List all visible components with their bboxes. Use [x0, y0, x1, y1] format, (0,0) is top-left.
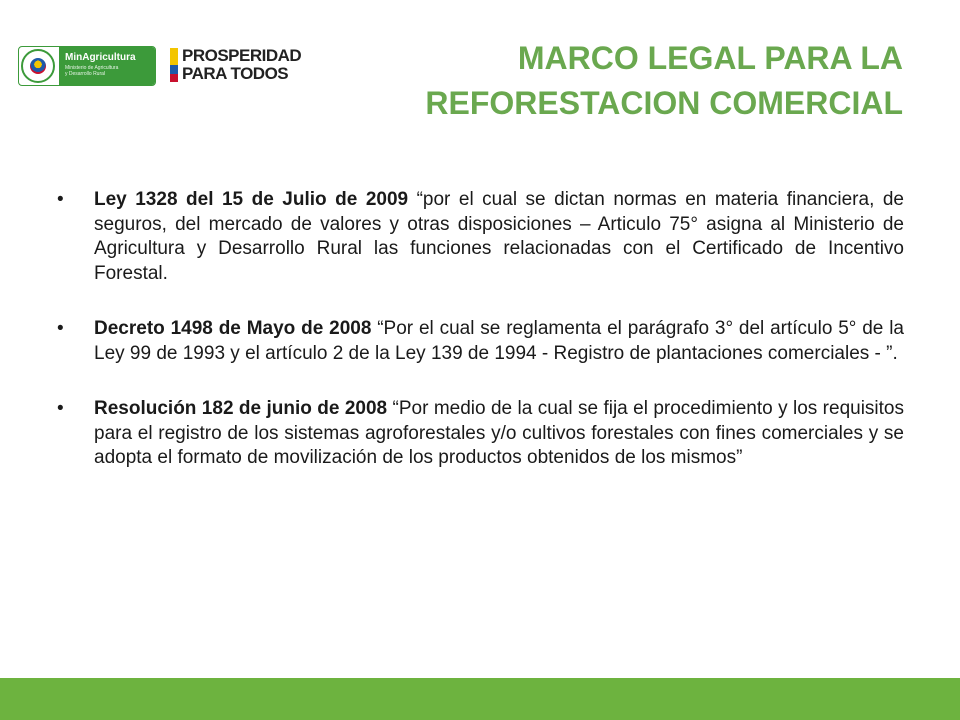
law-reference: Decreto 1498 de Mayo de 2008: [94, 318, 372, 339]
legal-framework-list: [57, 188, 904, 502]
slogan-line1: PROSPERIDAD: [182, 46, 302, 65]
title-line2: REFORESTACION COMERCIAL: [425, 85, 903, 121]
ministry-subtitle: Ministerio de Agricultura y Desarrollo Rural: [65, 65, 119, 77]
list-item: [57, 188, 904, 286]
bullet: •: [57, 398, 64, 419]
law-description: “Por el cual se reglamenta el parágrafo 3° del artículo 5° de la Ley 99 de 1993 y el artículo 2 de la Ley 139 de 1994 - Registro de plantaciones comerciales - ”.: [94, 318, 904, 364]
slogan-line2: PARA TODOS: [182, 64, 289, 83]
list-item: [57, 397, 904, 471]
colombia-flag-icon: [170, 48, 178, 82]
header-logos: [18, 44, 318, 88]
bullet: •: [57, 189, 64, 210]
law-description: “por el cual se dictan normas en materia financiera, de seguros, del mercado de valores y otras disposiciones – Articulo 75° asigna al Ministerio de Agricultura y Desarrollo Rural las funciones relacionadas con el Certificado de Incentivo Forestal.: [94, 189, 904, 284]
law-reference: Resolución 182 de junio de 2008: [94, 398, 388, 419]
list-item: [57, 317, 904, 366]
minagricultura-logo: [18, 46, 156, 86]
ministry-name: MinAgricultura: [65, 52, 136, 63]
law-description: “Por medio de la cual se fija el procedimiento y los requisitos para el registro de los sistemas agroforestales y/o cultivos forestales con fines comerciales y se adopta el formato de movilización de los productos obtenidos de los mismos”: [94, 398, 904, 468]
prosperidad-logo: [170, 46, 310, 86]
coat-of-arms-icon: [21, 49, 55, 83]
law-reference: Ley 1328 del 15 de Julio de 2009: [94, 189, 409, 210]
footer-bar: [0, 678, 960, 720]
title-line1: MARCO LEGAL PARA LA: [517, 40, 903, 76]
bullet: •: [57, 318, 64, 339]
slide-title: [303, 36, 903, 126]
